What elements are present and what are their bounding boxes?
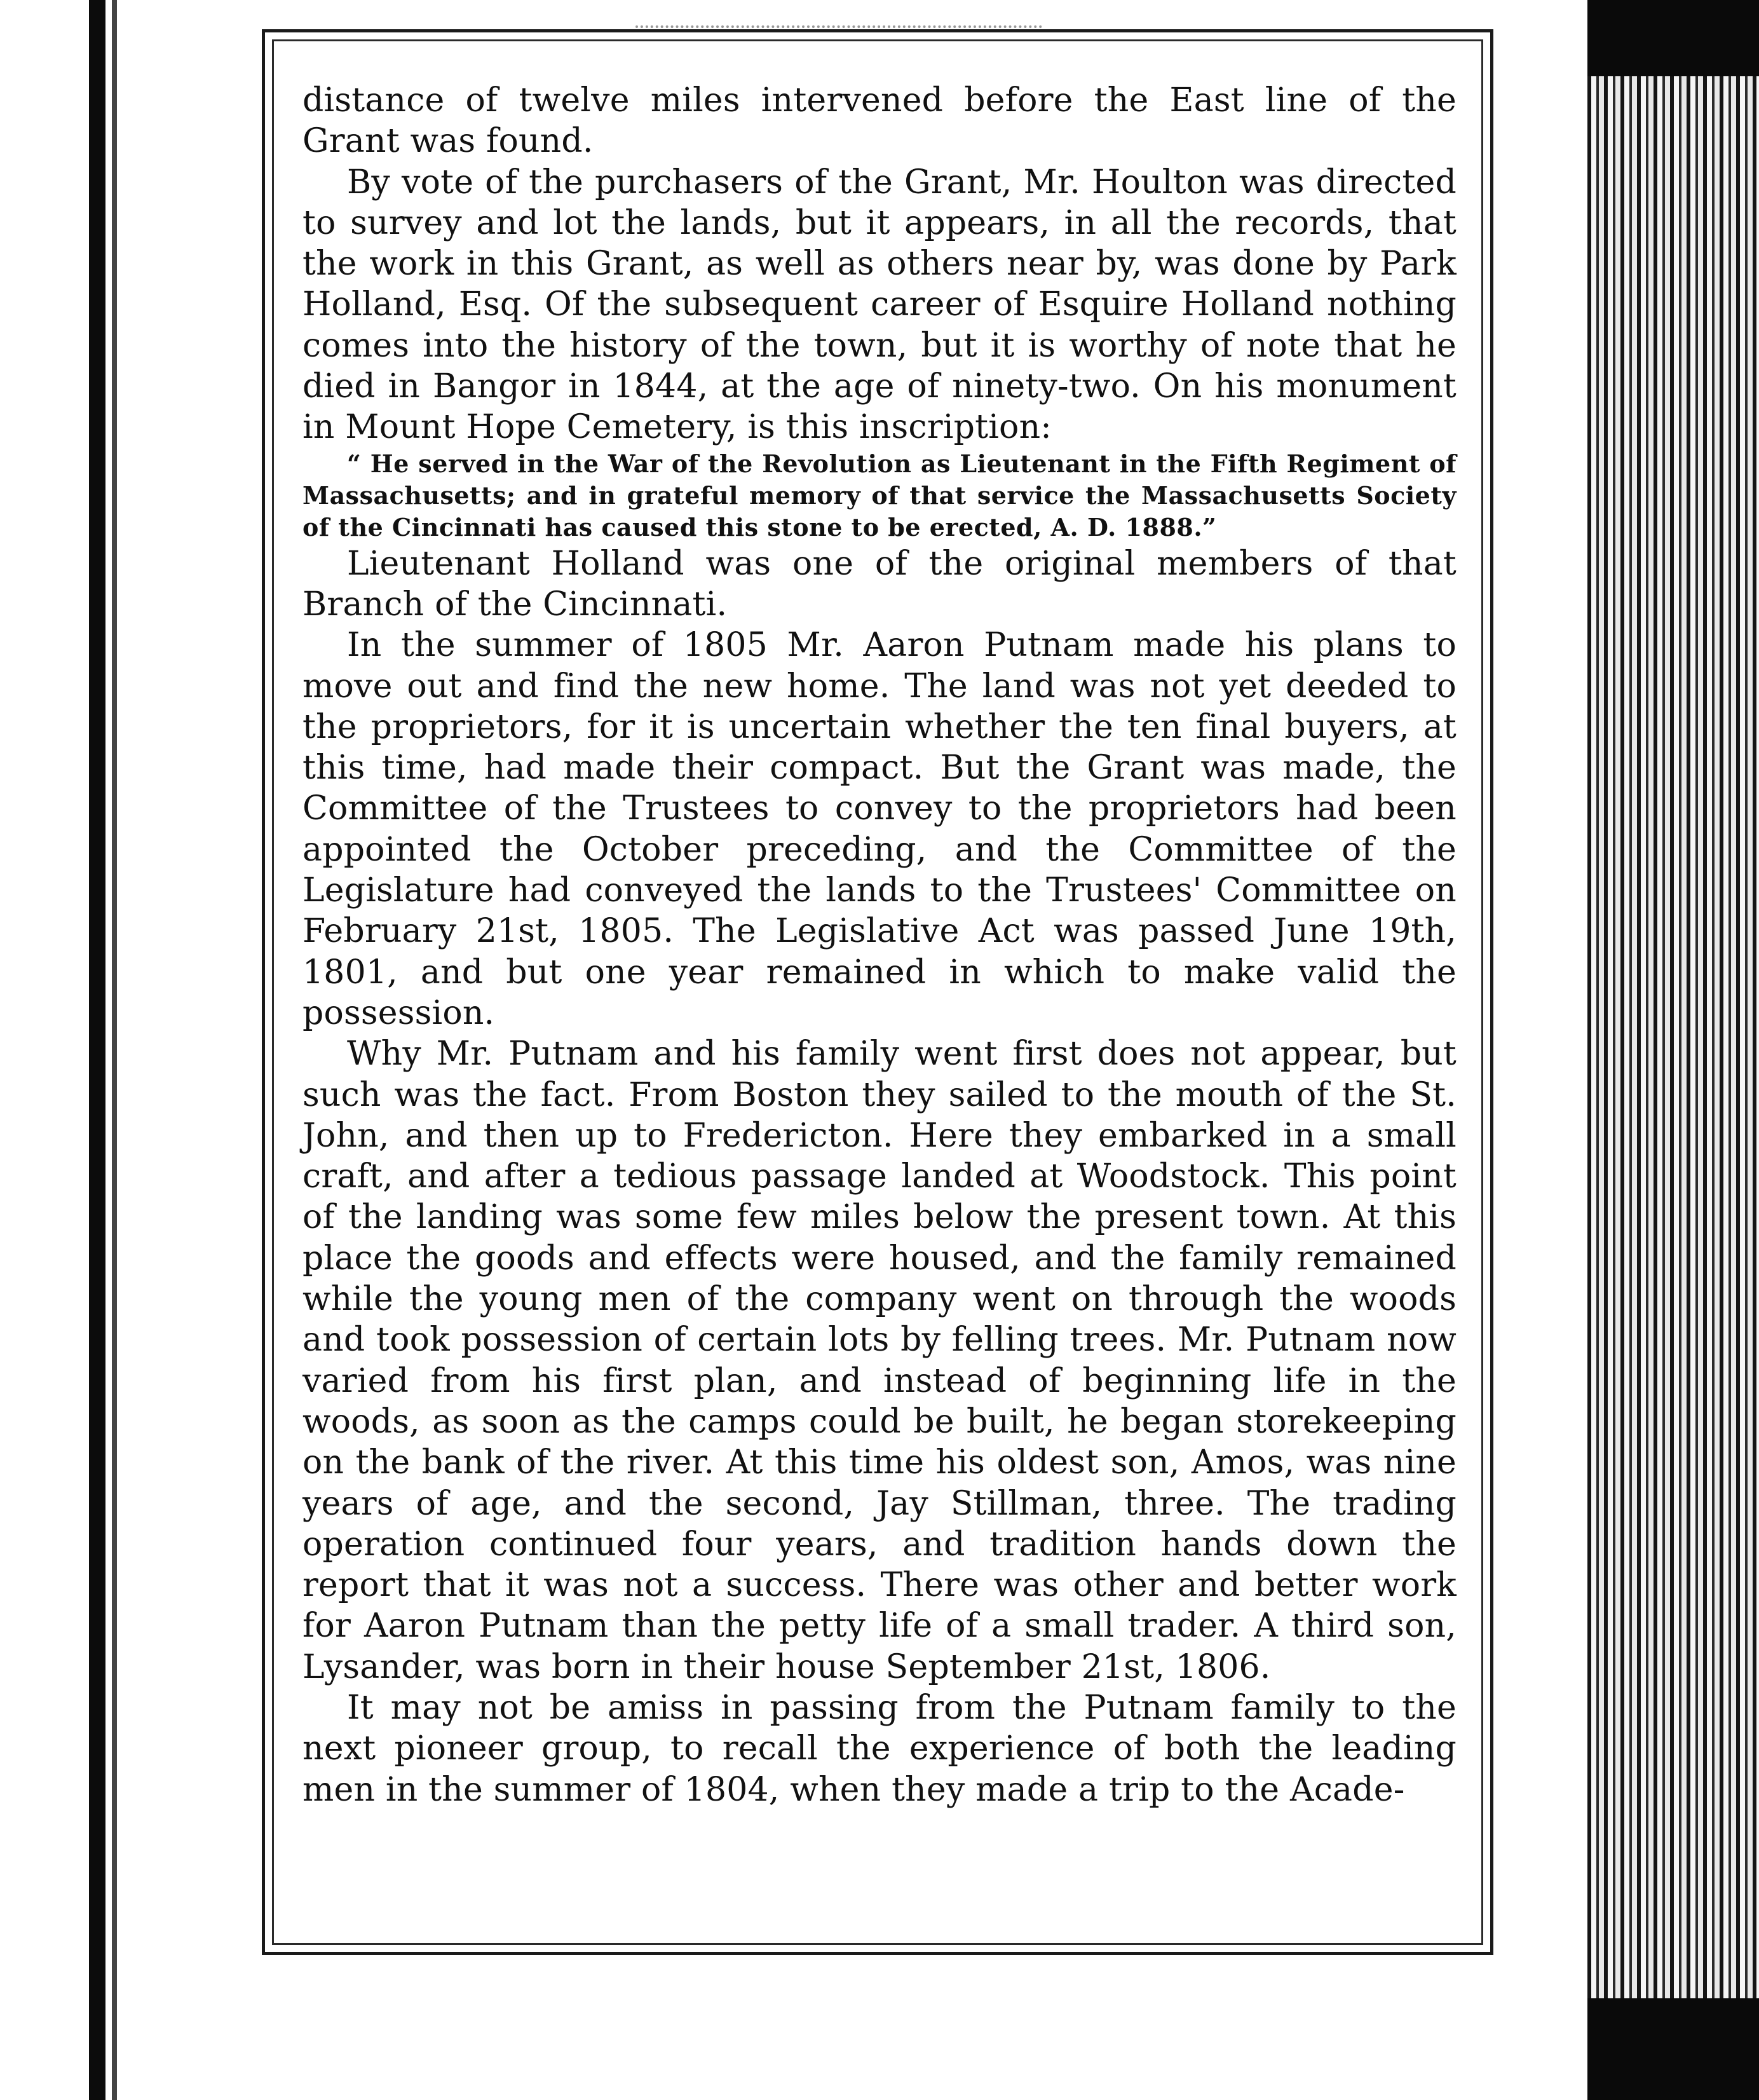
page-edges-bottom-shadow [1587,1998,1759,2100]
page-edges-top-shadow [1587,0,1759,76]
body-text [302,80,1457,1810]
monument-inscription: “ He served in the War of the Revolution as Lieutenant in the Fifth Regiment of Massachusetts; and in grateful memory of that service the Massachusetts Society of the Cincinnati has caused this stone to be erected, A. D. 1888.” [302,449,1457,542]
paragraph: It may not be amiss in passing from the Putnam family to the next pioneer group, to recall the experience of both the leading men in the summer of 1804, when they made a trip to the Acade- [302,1688,1457,1809]
binding-shadow [89,0,105,2100]
paragraph: Lieutenant Holland was one of the original members of that Branch of the Cincinnati. [302,544,1457,624]
page-edges [1587,0,1759,2100]
binding-edge [112,0,117,2100]
paragraph: distance of twelve miles intervened before the East line of the Grant was found. [302,81,1457,161]
paragraph: By vote of the purchasers of the Grant, Mr. Houlton was directed to survey and lot the lands, but it appears, in all the records, that the work in this Grant, as well as others near by, was done by Park Holland, Esq. Of the subsequent career of Esquire Holland nothing comes into the history of the town, but it is worthy of note that he died in Bangor in 1844, at the age of ninety-two. On his monument in Mount Hope Cemetery, is this inscription: [302,163,1457,447]
left-margin [0,0,89,2100]
paragraph: In the summer of 1805 Mr. Aaron Putnam made his plans to move out and find the new home. The land was not yet deeded to the proprietors, for it is uncertain whether the ten final buyers, at this time, had made their compact. But the Grant was made, the Committee of the Trustees to convey to the proprietors had been appointed the October preceding, and the Committee of the Legislature had conveyed the lands to the Trustees' Committee on February 21st, 1805. The Legislative Act was passed June 19th, 1801, and but one year remained in which to make valid the possession. [302,626,1457,1032]
header-mark [635,0,1042,28]
paragraph: Why Mr. Putnam and his family went first does not appear, but such was the fact. From Boston they sailed to the mouth of the St. John, and then up to Fredericton. Here they embarked in a small craft, and after a tedious passage landed at Woodstock. This point of the landing was some few miles below the present town. At this place the goods and effects were housed, and the family remained while the young men of the company went on through the woods and took possession of certain lots by felling trees. Mr. Putnam now varied from his first plan, and instead of beginning life in the woods, as soon as the camps could be built, he began storekeeping on the bank of the river. At this time his oldest son, Amos, was nine years of age, and the second, Jay Stillman, three. The trading operation continued four years, and tradition hands down the report that it was not a success. There was other and better work for Aaron Putnam than the petty life of a small trader. A third son, Lysander, was born in their house September 21st, 1806. [302,1035,1457,1686]
